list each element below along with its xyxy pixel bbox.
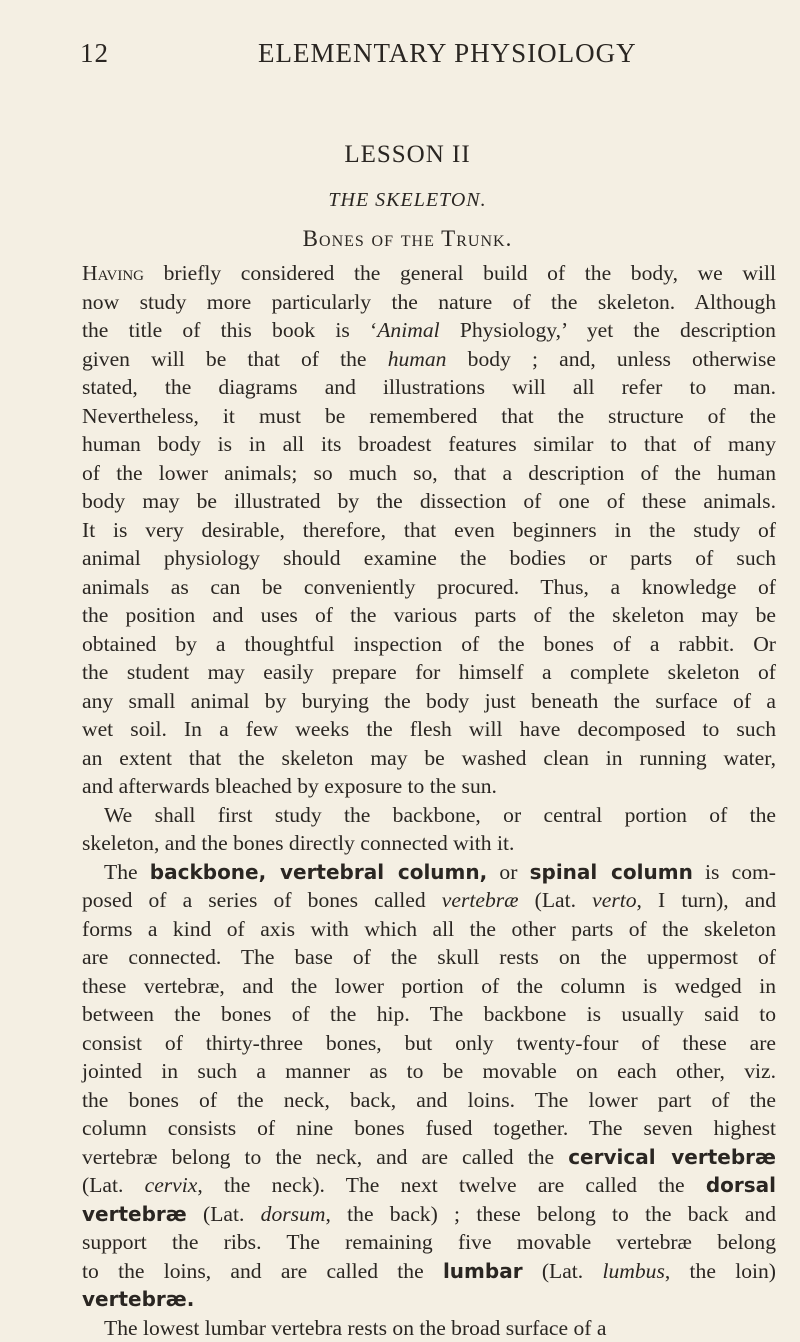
text-line: wet soil. In a few weeks the flesh will have decomposed to such bbox=[82, 715, 776, 744]
text-line: It is very desirable, therefore, that even beginners in the study of bbox=[82, 516, 776, 545]
text-line: (Lat. cervix, the neck). The next twelve are called the dorsal bbox=[82, 1171, 776, 1200]
text-line: between the bones of the hip. The backbone is usually said to bbox=[82, 1000, 776, 1029]
text-line: and afterwards bleached by exposure to the sun. bbox=[82, 772, 776, 801]
text-line: vertebræ. bbox=[82, 1285, 776, 1314]
paragraph bbox=[82, 259, 776, 801]
text-line: column consists of nine bones fused together. The seven highest bbox=[82, 1114, 776, 1143]
body-text bbox=[82, 259, 776, 1342]
text-line: any small animal by burying the body just beneath the surface of a bbox=[82, 687, 776, 716]
text-line: vertebræ (Lat. dorsum, the back) ; these belong to the back and bbox=[82, 1200, 776, 1229]
section-heading: Bones of the Trunk. bbox=[0, 226, 800, 252]
text-line: Nevertheless, it must be remembered that the structure of the bbox=[82, 402, 776, 431]
text-line: vertebræ belong to the neck, and are called the cervical vertebræ bbox=[82, 1143, 776, 1172]
subject-heading: THE SKELETON. bbox=[0, 189, 800, 212]
text-line: these vertebræ, and the lower portion of the column is wedged in bbox=[82, 972, 776, 1001]
running-header bbox=[80, 38, 770, 74]
text-line: the student may easily prepare for himself a complete skeleton of bbox=[82, 658, 776, 687]
text-line: are connected. The base of the skull rests on the uppermost of bbox=[82, 943, 776, 972]
text-line: animal physiology should examine the bodies or parts of such bbox=[82, 544, 776, 573]
lesson-heading: LESSON II bbox=[0, 141, 800, 169]
text-line: the position and uses of the various parts of the skeleton may be bbox=[82, 601, 776, 630]
paragraph bbox=[82, 1314, 776, 1342]
text-line: Having briefly considered the general build of the body, we will bbox=[82, 259, 776, 288]
text-line: support the ribs. The remaining five movable vertebræ belong bbox=[82, 1228, 776, 1257]
text-line: given will be that of the human body ; and, unless otherwise bbox=[82, 345, 776, 374]
paragraph bbox=[82, 801, 776, 858]
text-line: consist of thirty-three bones, but only twenty-four of these are bbox=[82, 1029, 776, 1058]
paragraph bbox=[82, 858, 776, 1314]
text-line: of the lower animals; so much so, that a description of the human bbox=[82, 459, 776, 488]
text-line: animals as can be conveniently procured. Thus, a knowledge of bbox=[82, 573, 776, 602]
page-number: 12 bbox=[80, 38, 109, 69]
text-line: skeleton, and the bones directly connected with it. bbox=[82, 829, 776, 858]
text-line: We shall first study the backbone, or central portion of the bbox=[82, 801, 776, 830]
text-line: to the loins, and are called the lumbar (Lat. lumbus, the loin) bbox=[82, 1257, 776, 1286]
running-title: ELEMENTARY PHYSIOLOGY bbox=[258, 38, 637, 69]
text-line: human body is in all its broadest features similar to that of many bbox=[82, 430, 776, 459]
text-line: obtained by a thoughtful inspection of the bones of a rabbit. Or bbox=[82, 630, 776, 659]
text-line: jointed in such a manner as to be movable on each other, viz. bbox=[82, 1057, 776, 1086]
text-line: an extent that the skeleton may be washed clean in running water, bbox=[82, 744, 776, 773]
text-line: The backbone, vertebral column, or spinal column is com- bbox=[82, 858, 776, 887]
text-line: the title of this book is ‘Animal Physiology,’ yet the description bbox=[82, 316, 776, 345]
text-line: now study more particularly the nature of the skeleton. Although bbox=[82, 288, 776, 317]
text-line: stated, the diagrams and illustrations will all refer to man. bbox=[82, 373, 776, 402]
text-line: body may be illustrated by the dissection of one of these animals. bbox=[82, 487, 776, 516]
text-line: posed of a series of bones called vertebræ (Lat. verto, I turn), and bbox=[82, 886, 776, 915]
text-line: the bones of the neck, back, and loins. The lower part of the bbox=[82, 1086, 776, 1115]
text-line: forms a kind of axis with which all the other parts of the skeleton bbox=[82, 915, 776, 944]
text-line: The lowest lumbar vertebra rests on the broad surface of a bbox=[82, 1314, 776, 1342]
